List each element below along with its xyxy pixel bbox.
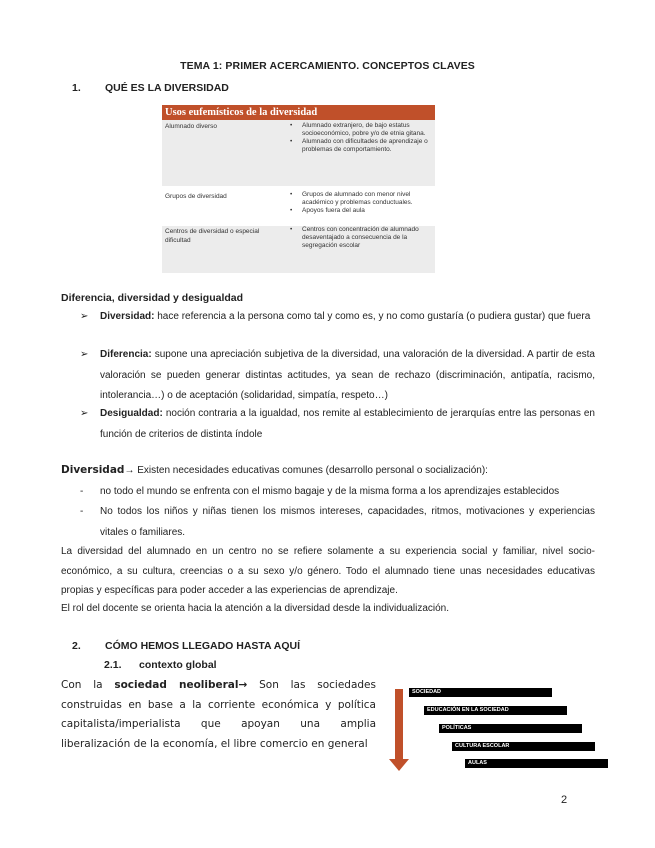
list-item — [80, 404, 595, 446]
subheading-diferencia: Diferencia, diversidad y desigualdad — [61, 292, 244, 304]
diversidad-line — [61, 464, 488, 476]
bullet-term: Desigualdad: — [100, 408, 163, 419]
page-number: 2 — [561, 794, 568, 806]
neoliberal-term: sociedad neoliberal — [114, 679, 239, 691]
neoliberal-paragraph — [61, 676, 376, 754]
bullet-term: Diferencia: — [100, 349, 152, 360]
table-cell-term: Centros de diversidad o especial dificultad — [165, 228, 260, 244]
euphemisms-table — [162, 105, 435, 273]
diagram-level: AULAS — [465, 759, 608, 768]
section-label: CÓMO HEMOS LLEGADO HASTA AQUÍ — [105, 640, 301, 652]
section-label: contexto global — [139, 659, 217, 671]
paragraph: La diversidad del alumnado en un centro no se refiere solamente a su experiencia social y familiar, nivel socio-económico, a su cultura, creencias o a su sexo y/o género. Todo el alumnado tiene unas necesidades educativas propias y específicas para poder acceder a las experiencias de aprendizaje. — [61, 546, 595, 597]
down-arrow-shaft — [395, 689, 403, 761]
arrow-bullet-icon: ➢ — [80, 349, 89, 360]
dash-marker: - — [80, 486, 84, 497]
diagram-level: EDUCACIÓN EN LA SOCIEDAD — [424, 706, 567, 715]
bullet-term: Diversidad: — [100, 311, 155, 322]
dash-text: no todo el mundo se enfrenta con el mismo bagaje y de la misma forma a los aprendizajes establecidos — [100, 486, 560, 497]
section-2-heading — [72, 640, 472, 654]
arrow-bullet-icon: ➢ — [80, 311, 89, 322]
section-1-heading — [72, 82, 472, 96]
section-number: 2.1. — [104, 659, 122, 671]
paragraph: El rol del docente se orienta hacia la atención a la diversidad desde la individualización. — [61, 603, 450, 614]
table-cell-item: • Apoyos fuera del aula — [288, 207, 428, 215]
down-arrow-icon — [389, 759, 409, 771]
table-row — [162, 186, 435, 226]
table-cell-item: • Grupos de alumnado con menor nivel académico y problemas conductuales. — [288, 191, 428, 207]
arrow-right-icon: → — [238, 679, 248, 691]
dash-text: No todos los niños y niñas tienen los mismos intereses, capacidades, ritmos, motivaciones y experiencias vitales o familiares. — [100, 506, 595, 538]
dash-item — [80, 482, 595, 503]
bullet-text: supone una apreciación subjetiva de la diversidad, una valoración de la diversidad. A partir de esta valoración se pueden generar distintas actitudes, ya sean de rechazo (discriminación, antipatía, racismo, intolerancia…) o de aceptación (solidaridad, simpatía, respeto…) — [100, 349, 595, 401]
table-cell-item: • Alumnado extranjero, de bajo estatus socioeconómico, pobre y/o de etnia gitana. — [288, 122, 428, 138]
list-item — [80, 345, 595, 407]
section-2-1-heading — [104, 659, 404, 673]
diagram-level: CULTURA ESCOLAR — [452, 742, 595, 751]
list-item — [80, 307, 595, 349]
table-cell-item: • Alumnado con dificultades de aprendizaje o problemas de comportamiento. — [288, 138, 428, 154]
table-cell-term: Alumnado diverso — [165, 123, 218, 130]
table-cell-term: Grupos de diversidad — [165, 193, 227, 200]
table-header: Usos eufemísticos de la diversidad — [162, 105, 435, 120]
neoliberal-text: Son las sociedades construidas en base a la corriente económica y política capitalista/imperialista que apoyan una amplia liberalización de la economía, el libre comercio en general — [61, 679, 376, 750]
arrow-bullet-icon: ➢ — [80, 408, 89, 419]
document-title: TEMA 1: PRIMER ACERCAMIENTO. CONCEPTOS CLAVES — [180, 60, 475, 72]
diagram-level: SOCIEDAD — [409, 688, 552, 697]
dash-marker: - — [80, 506, 84, 517]
bullet-text: noción contraria a la igualdad, nos remite al establecimiento de jerarquías entre las personas en función de criterios de distinta índole — [100, 408, 595, 440]
section-number: 2. — [72, 640, 81, 652]
section-number: 1. — [72, 82, 81, 94]
diagram-level: POLÍTICAS — [439, 724, 582, 733]
table-row — [162, 226, 435, 273]
diversidad-text: Existen necesidades educativas comunes (desarrollo personal o socialización): — [134, 465, 488, 476]
neoliberal-pre: Con la — [61, 679, 115, 691]
dash-item — [80, 502, 595, 543]
table-row — [162, 120, 435, 186]
table-cell-item: • Centros con concentración de alumnado desaventajado a consecuencia de la segregación escolar — [288, 226, 428, 250]
section-label: QUÉ ES LA DIVERSIDAD — [105, 82, 229, 94]
bullet-text: hace referencia a la persona como tal y como es, y no como gustaría (o pudiera gustar) que fuera — [154, 311, 591, 322]
diversidad-term: Diversidad — [61, 464, 125, 476]
arrow-right-icon: → — [124, 465, 135, 476]
